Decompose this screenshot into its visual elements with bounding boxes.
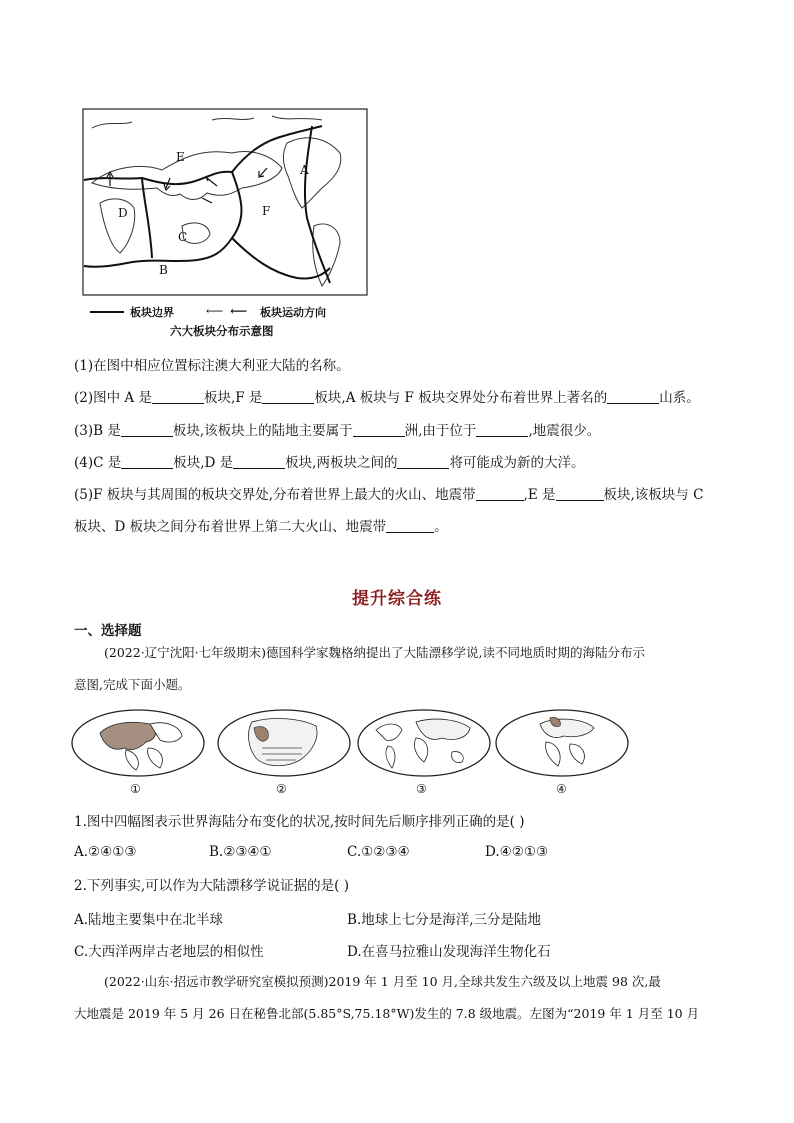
globe-number-2: ②	[276, 782, 287, 796]
plate-label-f: F	[262, 204, 271, 218]
answer-blank[interactable]	[121, 454, 173, 469]
answer-blank[interactable]	[353, 422, 405, 437]
question-3: (3)B 是 板块,该板块上的陆地主要属于 洲,由于位于 ,地震很少。	[74, 423, 601, 439]
globe-row	[70, 708, 710, 800]
legend-boundary-label: 板块边界	[130, 306, 174, 319]
mcq-2-option-c[interactable]: C.大西洋两岸古老地层的相似性	[74, 944, 264, 960]
plate-label-b: B	[159, 263, 168, 277]
plate-map	[82, 108, 368, 298]
answer-blank[interactable]	[397, 454, 449, 469]
plate-label-a: A	[300, 163, 309, 177]
answer-blank[interactable]	[121, 422, 173, 437]
answer-blank[interactable]	[476, 486, 524, 501]
mcq-2-option-a[interactable]: A.陆地主要集中在北半球	[74, 912, 224, 928]
globe-2	[216, 708, 352, 778]
globe-1	[70, 708, 206, 778]
globe-number-1: ①	[130, 782, 141, 796]
legend-arrow-icon: ⟵	[206, 304, 224, 318]
plate-map-figure	[82, 108, 368, 346]
globe-number-3: ③	[416, 782, 427, 796]
answer-blank[interactable]	[556, 486, 604, 501]
question-5-line-1: (5)F 板块与其周围的板块交界处,分布着世界上最大的火山、地震带 ,E 是 板块,该板块与 C	[74, 487, 704, 503]
mcq-1-option-d[interactable]: D.④②①③	[485, 844, 549, 860]
answer-blank[interactable]	[476, 422, 528, 437]
mcq-1-option-a[interactable]: A.②④①③	[74, 844, 137, 860]
legend-boundary-line	[90, 311, 124, 313]
map-caption: 六大板块分布示意图	[170, 324, 274, 338]
mcq-1-option-c[interactable]: C.①②③④	[347, 844, 410, 860]
answer-blank[interactable]	[386, 518, 434, 533]
map-legend	[90, 304, 370, 320]
question-1: (1)在图中相应位置标注澳大利亚大陆的名称。	[74, 358, 350, 374]
legend-direction-label: 板块运动方向	[260, 306, 326, 319]
plate-label-d: D	[118, 206, 128, 220]
mcq-1-stem: 1.图中四幅图表示世界海陆分布变化的状况,按时间先后顺序排列正确的是( )	[74, 814, 525, 830]
section-title: 提升综合练	[352, 589, 442, 609]
question-2: (2)图中 A 是 板块,F 是 板块,A 板块与 F 板块交界处分布着世界上著名的 山系。	[74, 390, 700, 406]
mcq-2-option-b[interactable]: B.地球上七分是海洋,三分是陆地	[347, 912, 542, 928]
legend-arrow-icon-2: ⟵	[230, 304, 248, 318]
answer-blank[interactable]	[607, 389, 659, 404]
plate-label-e: E	[176, 150, 185, 164]
answer-blank[interactable]	[152, 389, 204, 404]
intro-paragraph-2: (2022·山东·招远市教学研究室模拟预测)2019 年 1 月至 10 月,全球共发生六级及以上地震 98 次,最	[104, 974, 661, 989]
intro-paragraph-1-cont: 意图,完成下面小题。	[74, 677, 191, 692]
question-4: (4)C 是 板块,D 是 板块,两板块之间的 将可能成为新的大洋。	[74, 455, 585, 471]
question-5-line-2: 板块、D 板块之间分布着世界上第二大火山、地震带 。	[74, 519, 448, 535]
intro-paragraph-2-cont: 大地震是 2019 年 5 月 26 日在秘鲁北部(5.85°S,75.18°W)发生的 7.8 级地震。左图为“2019 年 1 月至 10 月	[74, 1006, 700, 1021]
globe-number-4: ④	[556, 782, 567, 796]
intro-paragraph-1: (2022·辽宁沈阳·七年级期末)德国科学家魏格纳提出了大陆漂移学说,读不同地质时期的海陆分布示	[104, 645, 645, 660]
answer-blank[interactable]	[262, 389, 314, 404]
section-subtitle: 一、选择题	[74, 623, 142, 639]
globe-3	[356, 708, 492, 778]
answer-blank[interactable]	[233, 454, 285, 469]
mcq-2-option-d[interactable]: D.在喜马拉雅山发现海洋生物化石	[347, 944, 551, 960]
mcq-2-stem: 2.下列事实,可以作为大陆漂移学说证据的是( )	[74, 878, 349, 894]
mcq-1-option-b[interactable]: B.②③④①	[209, 844, 272, 860]
globe-4	[494, 708, 630, 778]
plate-label-c: C	[178, 230, 188, 244]
